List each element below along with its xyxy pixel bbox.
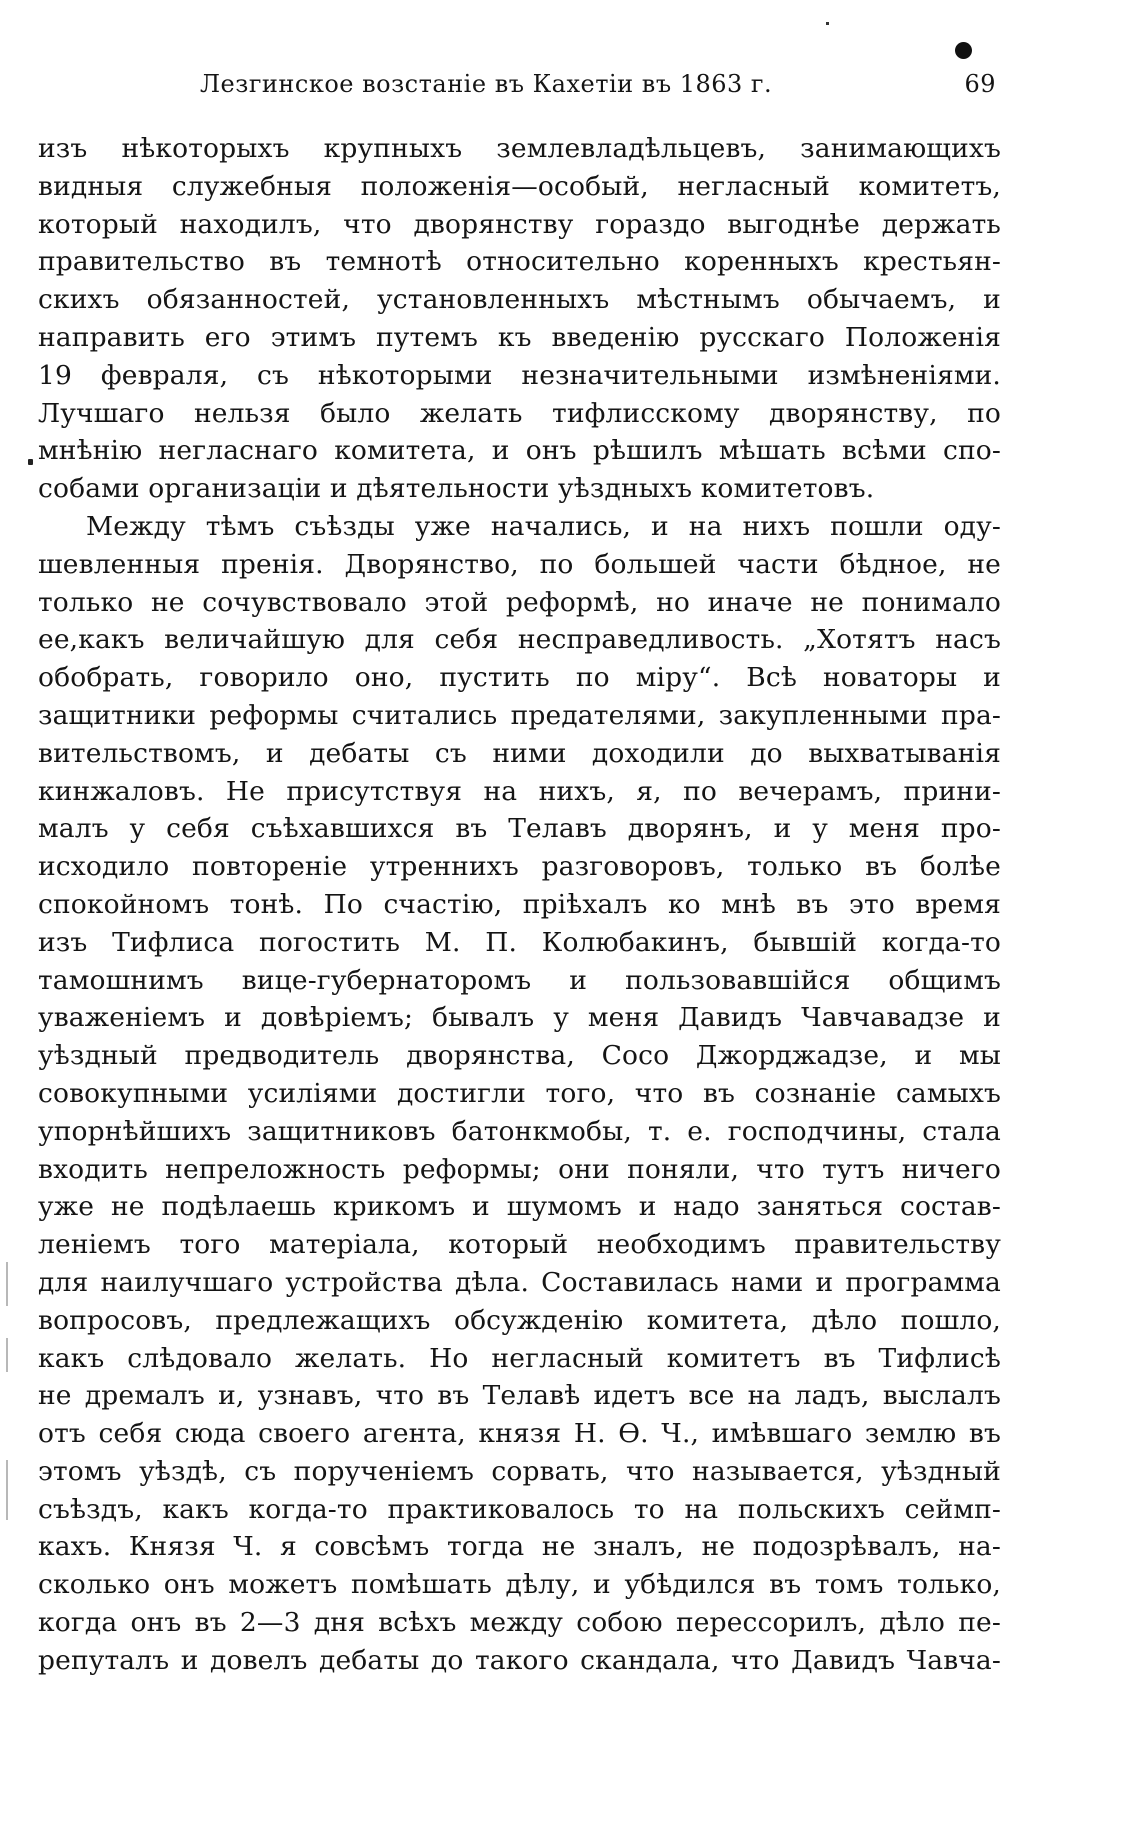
text-line: 19 февраля, съ нѣкоторыми незначительными измѣненіями. — [38, 359, 1001, 391]
text-line: уваженіемъ и довѣріемъ; бывалъ у меня Давидъ Чавчавадзе и — [38, 1002, 1001, 1034]
running-title: Лезгинское возстаніе въ Кахетіи въ 1863 г. — [200, 70, 773, 98]
text-line: вопросовъ, предлежащихъ обсужденію комитета, дѣло пошло, — [38, 1304, 1001, 1336]
text-line: спокойномъ тонѣ. По счастію, пріѣхалъ ко мнѣ въ это время — [38, 888, 1001, 920]
text-line: не дремалъ и, узнавъ, что въ Телавѣ идетъ все на ладъ, выслалъ — [38, 1380, 1001, 1412]
text-line: репуталъ и довелъ дебаты до такого скандала, что Давидъ Чавча- — [38, 1644, 1001, 1676]
text-line: который находилъ, что дворянству гораздо выгоднѣе держать — [38, 208, 1001, 240]
text-line: защитники реформы считались предателями, закупленными пра- — [38, 699, 1001, 731]
text-line: правительство въ темнотѣ относительно коренныхъ крестьян- — [38, 246, 1001, 278]
text-line: когда онъ въ 2—3 дня всѣхъ между собою перессорилъ, дѣло пе- — [38, 1607, 1001, 1639]
margin-scan-mark — [6, 1338, 8, 1372]
margin-scan-mark — [6, 1262, 8, 1306]
text-line: малъ у себя съѣхавшихся въ Телавъ дворянъ, и у меня про- — [38, 813, 1001, 845]
text-line: исходило повтореніе утреннихъ разговоровъ, только въ болѣе — [38, 851, 1001, 883]
running-head — [200, 70, 996, 110]
text-line: уже не подѣлаешь крикомъ и шумомъ и надо заняться состав- — [38, 1191, 1001, 1223]
text-line: видныя служебныя положенія—особый, негласный комитетъ, — [38, 170, 1001, 202]
paragraph-start-line: Между тѣмъ съѣзды уже начались, и на нихъ пошли оду- — [86, 510, 1001, 542]
text-line: упорнѣйшихъ защитниковъ батонкмобы, т. е. господчины, стала — [38, 1115, 1001, 1147]
text-line: кахъ. Князя Ч. я совсѣмъ тогда не зналъ, не подозрѣвалъ, на- — [38, 1531, 1001, 1563]
text-line: шевленныя пренія. Дворянство, по большей части бѣдное, не — [38, 548, 1001, 580]
margin-scan-mark — [6, 1460, 8, 1520]
text-line: только не сочувствовало этой реформѣ, но иначе не понимало — [38, 586, 1001, 618]
margin-speck — [28, 459, 33, 465]
text-line: кинжаловъ. Не присутствуя на нихъ, я, по вечерамъ, прини- — [38, 775, 1001, 807]
body-text — [38, 130, 1001, 1680]
ink-blot — [955, 42, 972, 59]
text-line: изъ Тифлиса погостить М. П. Колюбакинъ, бывшій когда-то — [38, 926, 1001, 958]
text-line: этомъ уѣздѣ, съ порученіемъ сорвать, что называется, уѣздный — [38, 1455, 1001, 1487]
text-line: мнѣнію негласнаго комитета, и онъ рѣшилъ мѣшать всѣми спо- — [38, 435, 1001, 467]
text-line: съѣздъ, какъ когда-то практиковалось то на польскихъ сеймп- — [38, 1493, 1001, 1525]
text-line: скихъ обязанностей, установленныхъ мѣстнымъ обычаемъ, и — [38, 284, 1001, 316]
text-line: какъ слѣдовало желать. Но негласный комитетъ въ Тифлисѣ — [38, 1342, 1001, 1374]
page-number: 69 — [964, 70, 996, 98]
text-line: собами организаціи и дѣятельности уѣздныхъ комитетовъ. — [38, 473, 875, 505]
text-line: направить его этимъ путемъ къ введенію русскаго Положенія — [38, 321, 1001, 353]
text-line: Лучшаго нельзя было желать тифлисскому дворянству, по — [38, 397, 1001, 429]
text-line: уѣздный предводитель дворянства, Сосо Джорджадзе, и мы — [38, 1040, 1001, 1072]
text-line: ее,какъ величайшую для себя несправедливость. „Хотятъ насъ — [38, 624, 1001, 656]
text-line: совокупными усиліями достигли того, что въ сознаніе самыхъ — [38, 1077, 1001, 1109]
text-line: для наилучшаго устройства дѣла. Составилась нами и программа — [38, 1266, 1001, 1298]
text-line: вительствомъ, и дебаты съ ними доходили до выхватыванія — [38, 737, 1001, 769]
text-line: сколько онъ можетъ помѣшать дѣлу, и убѣдился въ томъ только, — [38, 1569, 1001, 1601]
text-line: обобрать, говорило оно, пустить по міру“. Всѣ новаторы и — [38, 662, 1001, 694]
text-line: входить непреложность реформы; они поняли, что тутъ ничего — [38, 1153, 1001, 1185]
text-line: тамошнимъ вице-губернаторомъ и пользовавшійся общимъ — [38, 964, 1001, 996]
text-line: отъ себя сюда своего агента, князя Н. Ѳ. Ч., имѣвшаго землю въ — [38, 1418, 1001, 1450]
ink-speck — [826, 22, 829, 25]
text-line: леніемъ того матеріала, который необходимъ правительству — [38, 1229, 1001, 1261]
text-line: изъ нѣкоторыхъ крупныхъ землевладѣльцевъ, занимающихъ — [38, 133, 1001, 164]
